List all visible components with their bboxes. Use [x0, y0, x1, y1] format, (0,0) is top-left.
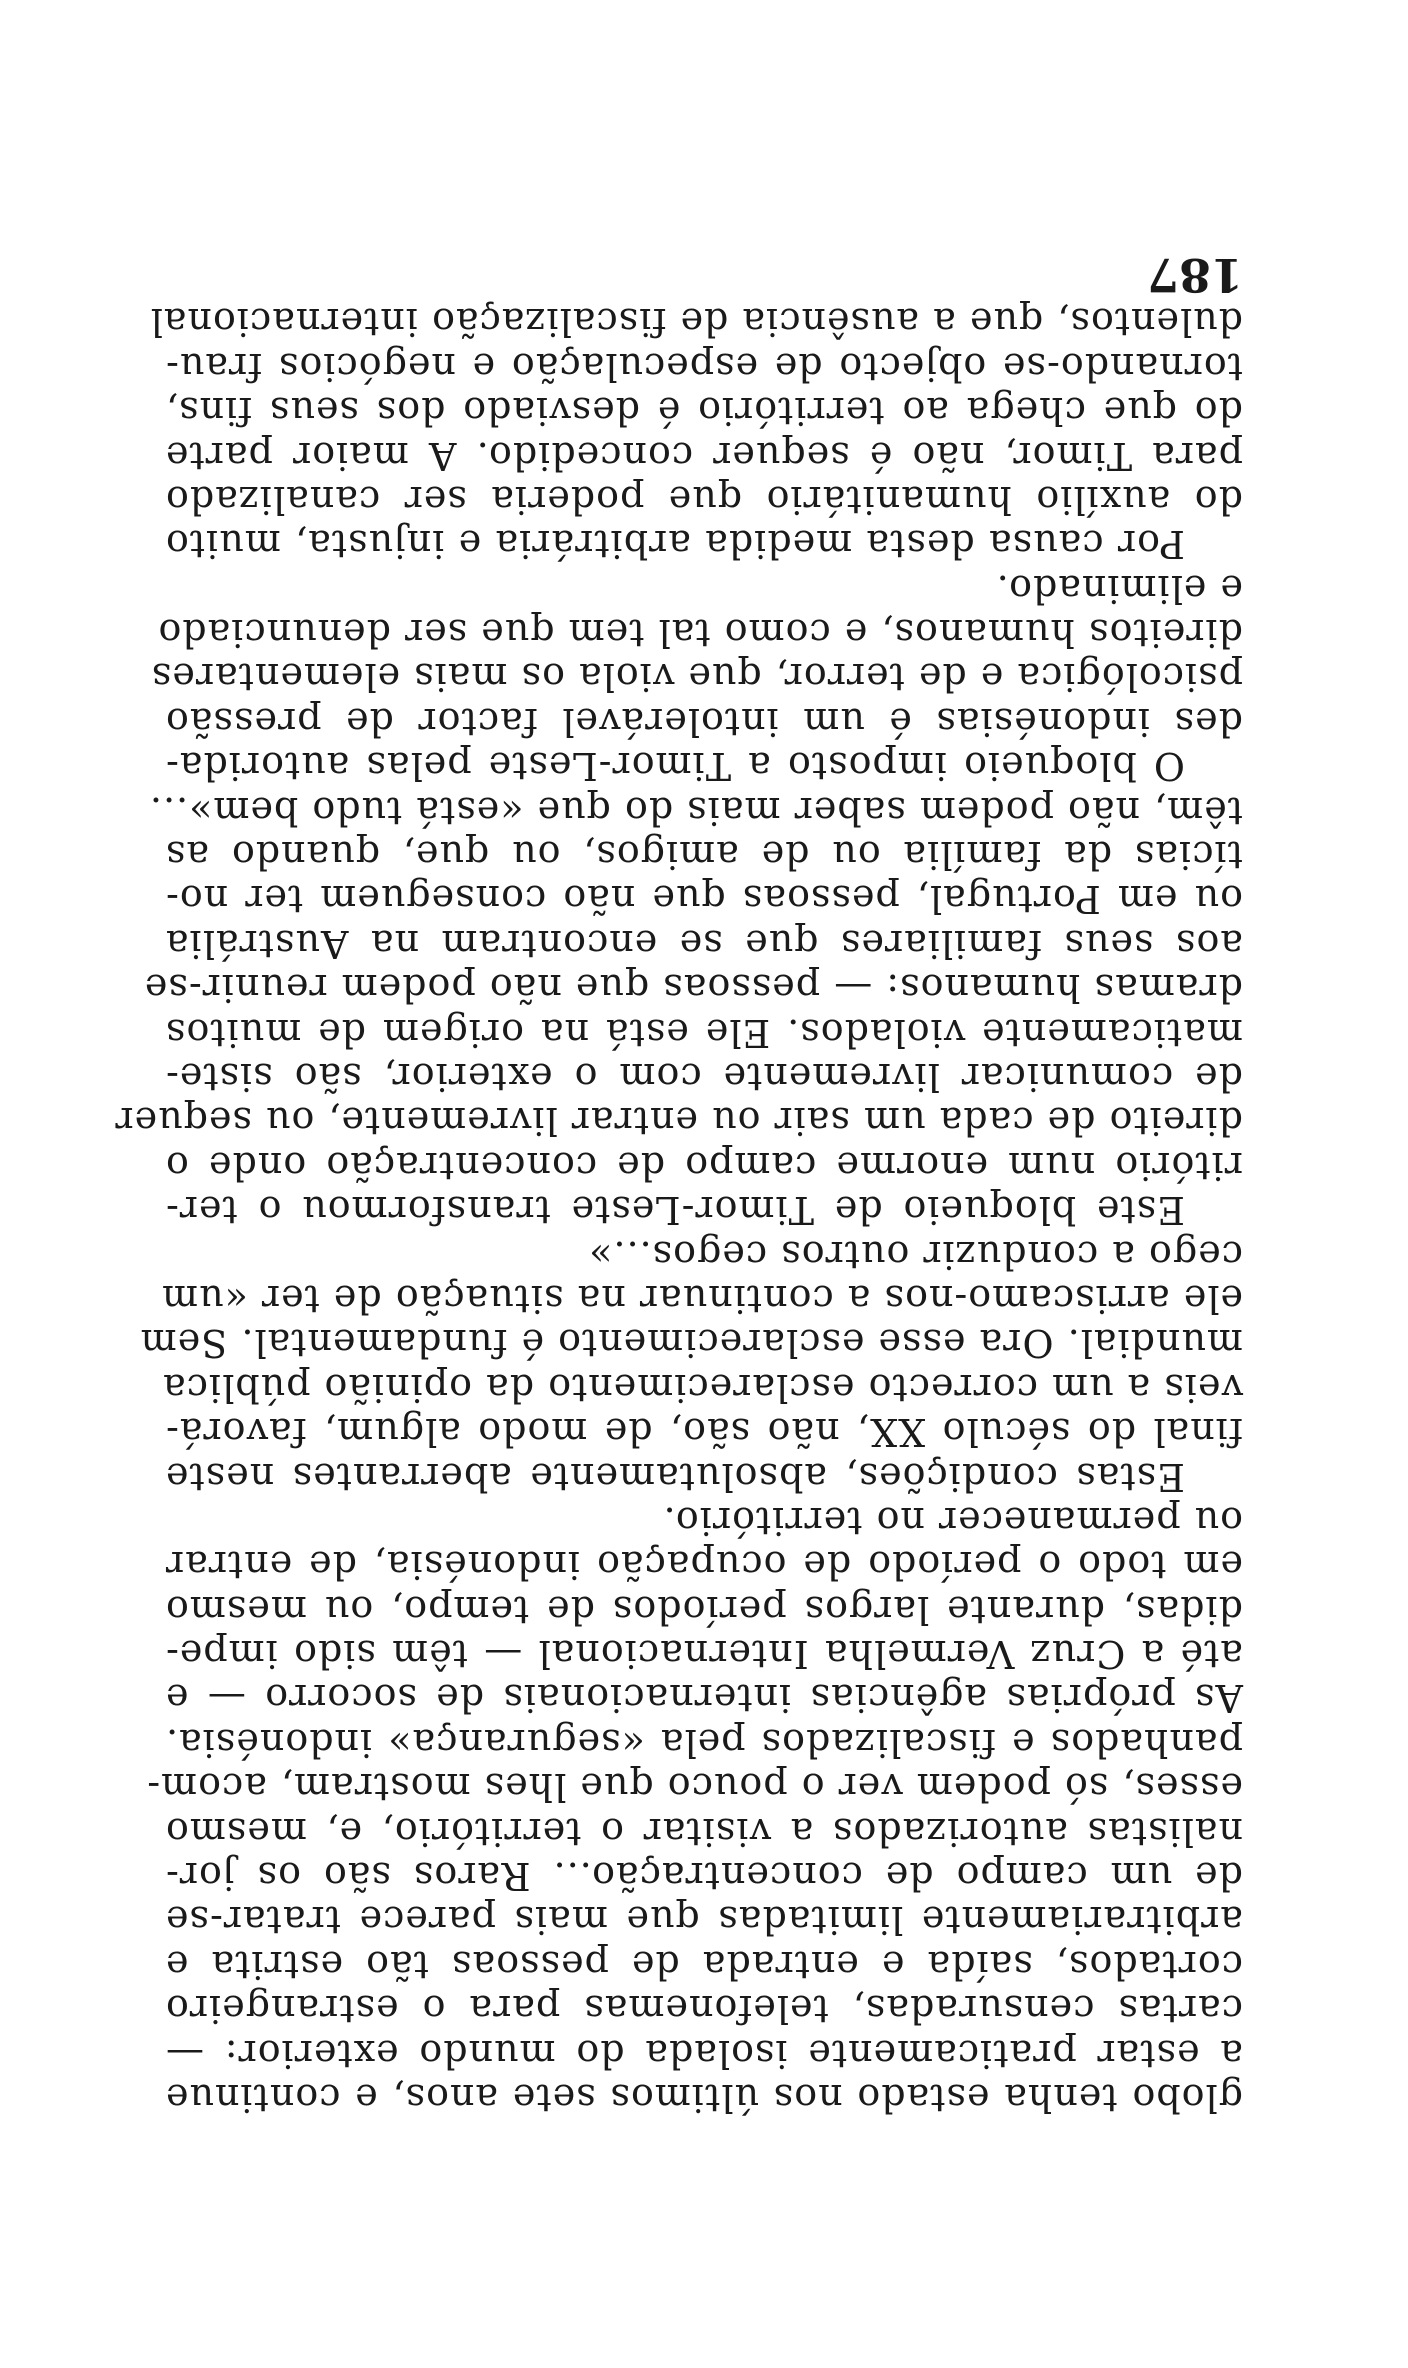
text-line: arbitrariamente limitadas que mais parece tratar-se — [165, 1898, 1243, 1943]
text-line: de comunicar livremente com o exterior, são siste- — [165, 1055, 1243, 1100]
text-line: Por causa desta medida arbitrária e injusta, muito — [165, 522, 1185, 567]
text-line: O bloqueio imposto a Timor-Leste pelas autorida- — [165, 744, 1185, 789]
text-line: ou em Portugal, pessoas que não conseguem ter no- — [165, 877, 1243, 922]
text-line: a estar praticamente isolada do mundo exterior: — — [165, 2031, 1243, 2076]
text-line: nalistas autorizados a visitar o território, e, mesmo — [165, 1809, 1243, 1854]
text-line: ritório num enorme campo de concentração onde o — [165, 1143, 1243, 1188]
text-line: cartas censuradas, telefonemas para o estrangeiro — [165, 1987, 1243, 2032]
text-line: globo tenha estado nos últimos sete anos, e continue — [165, 2076, 1243, 2120]
text-line: ele arriscamo-nos a continuar na situação de ter «um — [161, 1276, 1243, 1321]
text-line: de um campo de concentração... Raros são os jor- — [165, 1854, 1243, 1899]
text-line: tícias da família ou de amigos, ou que, quando as — [165, 833, 1243, 878]
text-line: ou permanecer no território. — [662, 1498, 1243, 1543]
text-line: esses, só podem ver o pouco que lhes mostram, acom- — [146, 1765, 1243, 1810]
text-line: cortados, saída e entrada de pessoas tão estrita e — [165, 1942, 1243, 1987]
text-line: mundial. Ora esse esclarecimento é fundamental. Sem — [139, 1321, 1243, 1366]
text-line: maticamente violados. Ele está na origem de muitos — [165, 1010, 1243, 1055]
text-line: des indonésias é um intolerável factor de pressão — [165, 699, 1243, 744]
text-line: em todo o período de ocupação indonésia, de entrar — [165, 1543, 1243, 1588]
text-line: Estas condições, absolutamente aberrantes neste — [165, 1454, 1185, 1499]
text-line: direito de cada um sair ou entrar livremente, ou sequer — [114, 1099, 1243, 1144]
text-line: final do século XX, não são, de modo algum, favorá- — [165, 1410, 1243, 1455]
text-line: Este bloqueio de Timor-Leste transformou o ter- — [165, 1188, 1185, 1233]
body-text — [114, 300, 1243, 2120]
text-line: panhados e fiscalizados pela «segurança» indonésia. — [165, 1720, 1243, 1765]
text-line: e eliminado. — [995, 566, 1243, 611]
text-line: dulentos, que a ausência de fiscalização internacional — [149, 300, 1243, 345]
text-line: até a Cruz Vermelha Internacional — têm sido impe- — [165, 1632, 1243, 1677]
page-number: 187 — [1146, 248, 1243, 302]
text-line: tornando-se objecto de especulação e negócios frau- — [165, 344, 1243, 389]
text-line: direitos humanos, e como tal tem que ser denunciado — [157, 611, 1243, 656]
text-line: As próprias agências internacionais de socorro — e — [165, 1676, 1243, 1721]
text-line: dramas humanos: — pessoas que não podem reunir-se — [143, 966, 1243, 1011]
text-line: do que chega ao território é desviado dos seus fins, — [165, 389, 1243, 434]
text-line: psicológica e de terror, que viola os mais elementares — [150, 655, 1243, 700]
text-line: do auxílio humanitário que poderia ser canalizado — [165, 477, 1243, 522]
text-line: veis a um correcto esclarecimento da opinião pública — [162, 1365, 1243, 1410]
text-line: cego a conduzir outros cegos...» — [588, 1232, 1243, 1277]
text-line: didas, durante largos períodos de tempo, ou mesmo — [165, 1587, 1243, 1632]
text-line: têm, não podem saber mais do que «está tudo bem»... — [148, 788, 1243, 833]
text-line: aos seus familiares que se encontram na Austrália — [165, 921, 1243, 966]
text-line: para Timor, não é sequer concedido. A maior parte — [165, 433, 1243, 478]
